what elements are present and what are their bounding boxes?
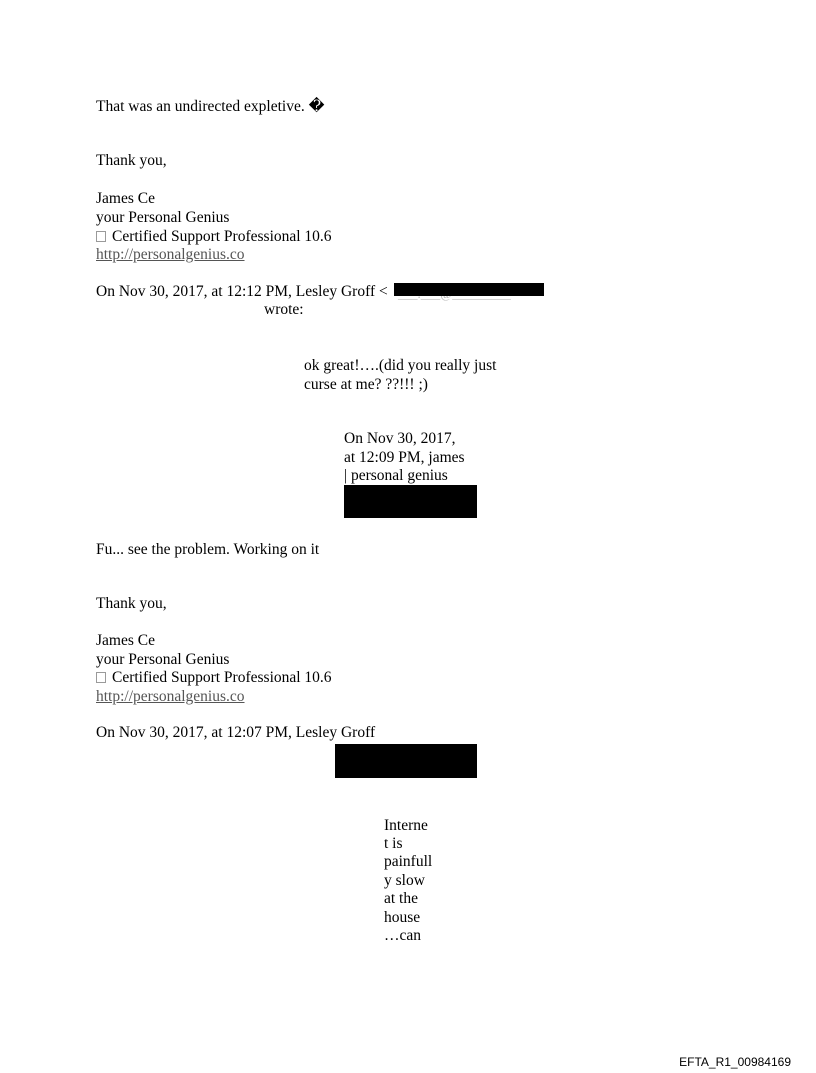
quote-header-2-line: at 12:09 PM, james bbox=[344, 449, 465, 466]
signature-title: your Personal Genius bbox=[96, 209, 230, 226]
signature-cert-text: Certified Support Professional 10.6 bbox=[112, 228, 332, 245]
quote-body-line: Interne bbox=[384, 817, 428, 834]
signature-name: James Ce bbox=[96, 632, 155, 649]
quote-header-3: On Nov 30, 2017, at 12:07 PM, Lesley Groff bbox=[96, 724, 376, 741]
problem-line: Fu... see the problem. Working on it bbox=[96, 541, 320, 558]
document-id: EFTA_R1_00984169 bbox=[679, 1055, 791, 1069]
signature-name: James Ce bbox=[96, 190, 155, 207]
quote-body-line: ok great!….(did you really just bbox=[304, 357, 497, 374]
signature-cert-text: Certified Support Professional 10.6 bbox=[112, 669, 332, 686]
quote-wrote-1: wrote: bbox=[264, 301, 304, 318]
redaction-box bbox=[344, 485, 477, 518]
quote-header-2-line: On Nov 30, 2017, bbox=[344, 430, 456, 447]
signoff-thanks: Thank you, bbox=[96, 595, 167, 612]
redaction-box bbox=[335, 744, 477, 778]
signature-link[interactable]: http://personalgenius.co bbox=[96, 246, 245, 263]
signature-title: your Personal Genius bbox=[96, 651, 230, 668]
redaction-box bbox=[394, 283, 544, 296]
missing-glyph-icon bbox=[96, 231, 106, 242]
signature-link[interactable]: http://personalgenius.co bbox=[96, 688, 245, 705]
quote-body-line: y slow bbox=[384, 872, 425, 889]
quote-header-2-line: | personal genius bbox=[344, 467, 448, 484]
quote-body-line: house bbox=[384, 909, 421, 926]
signature-cert bbox=[96, 668, 332, 687]
quote-body-line: at the bbox=[384, 890, 418, 907]
quote-header-1: On Nov 30, 2017, at 12:12 PM, Lesley Groff < bbox=[96, 283, 388, 300]
signature-cert bbox=[96, 227, 332, 246]
expletive-line: That was an undirected expletive. � bbox=[96, 98, 325, 115]
quote-body-line: t is bbox=[384, 835, 403, 852]
signoff-thanks: Thank you, bbox=[96, 152, 167, 169]
missing-glyph-icon bbox=[96, 672, 106, 683]
quote-body-line: painfull bbox=[384, 853, 433, 870]
quote-body-line: curse at me? ??!!! ;) bbox=[304, 376, 428, 393]
quote-body-line: …can bbox=[384, 927, 422, 944]
